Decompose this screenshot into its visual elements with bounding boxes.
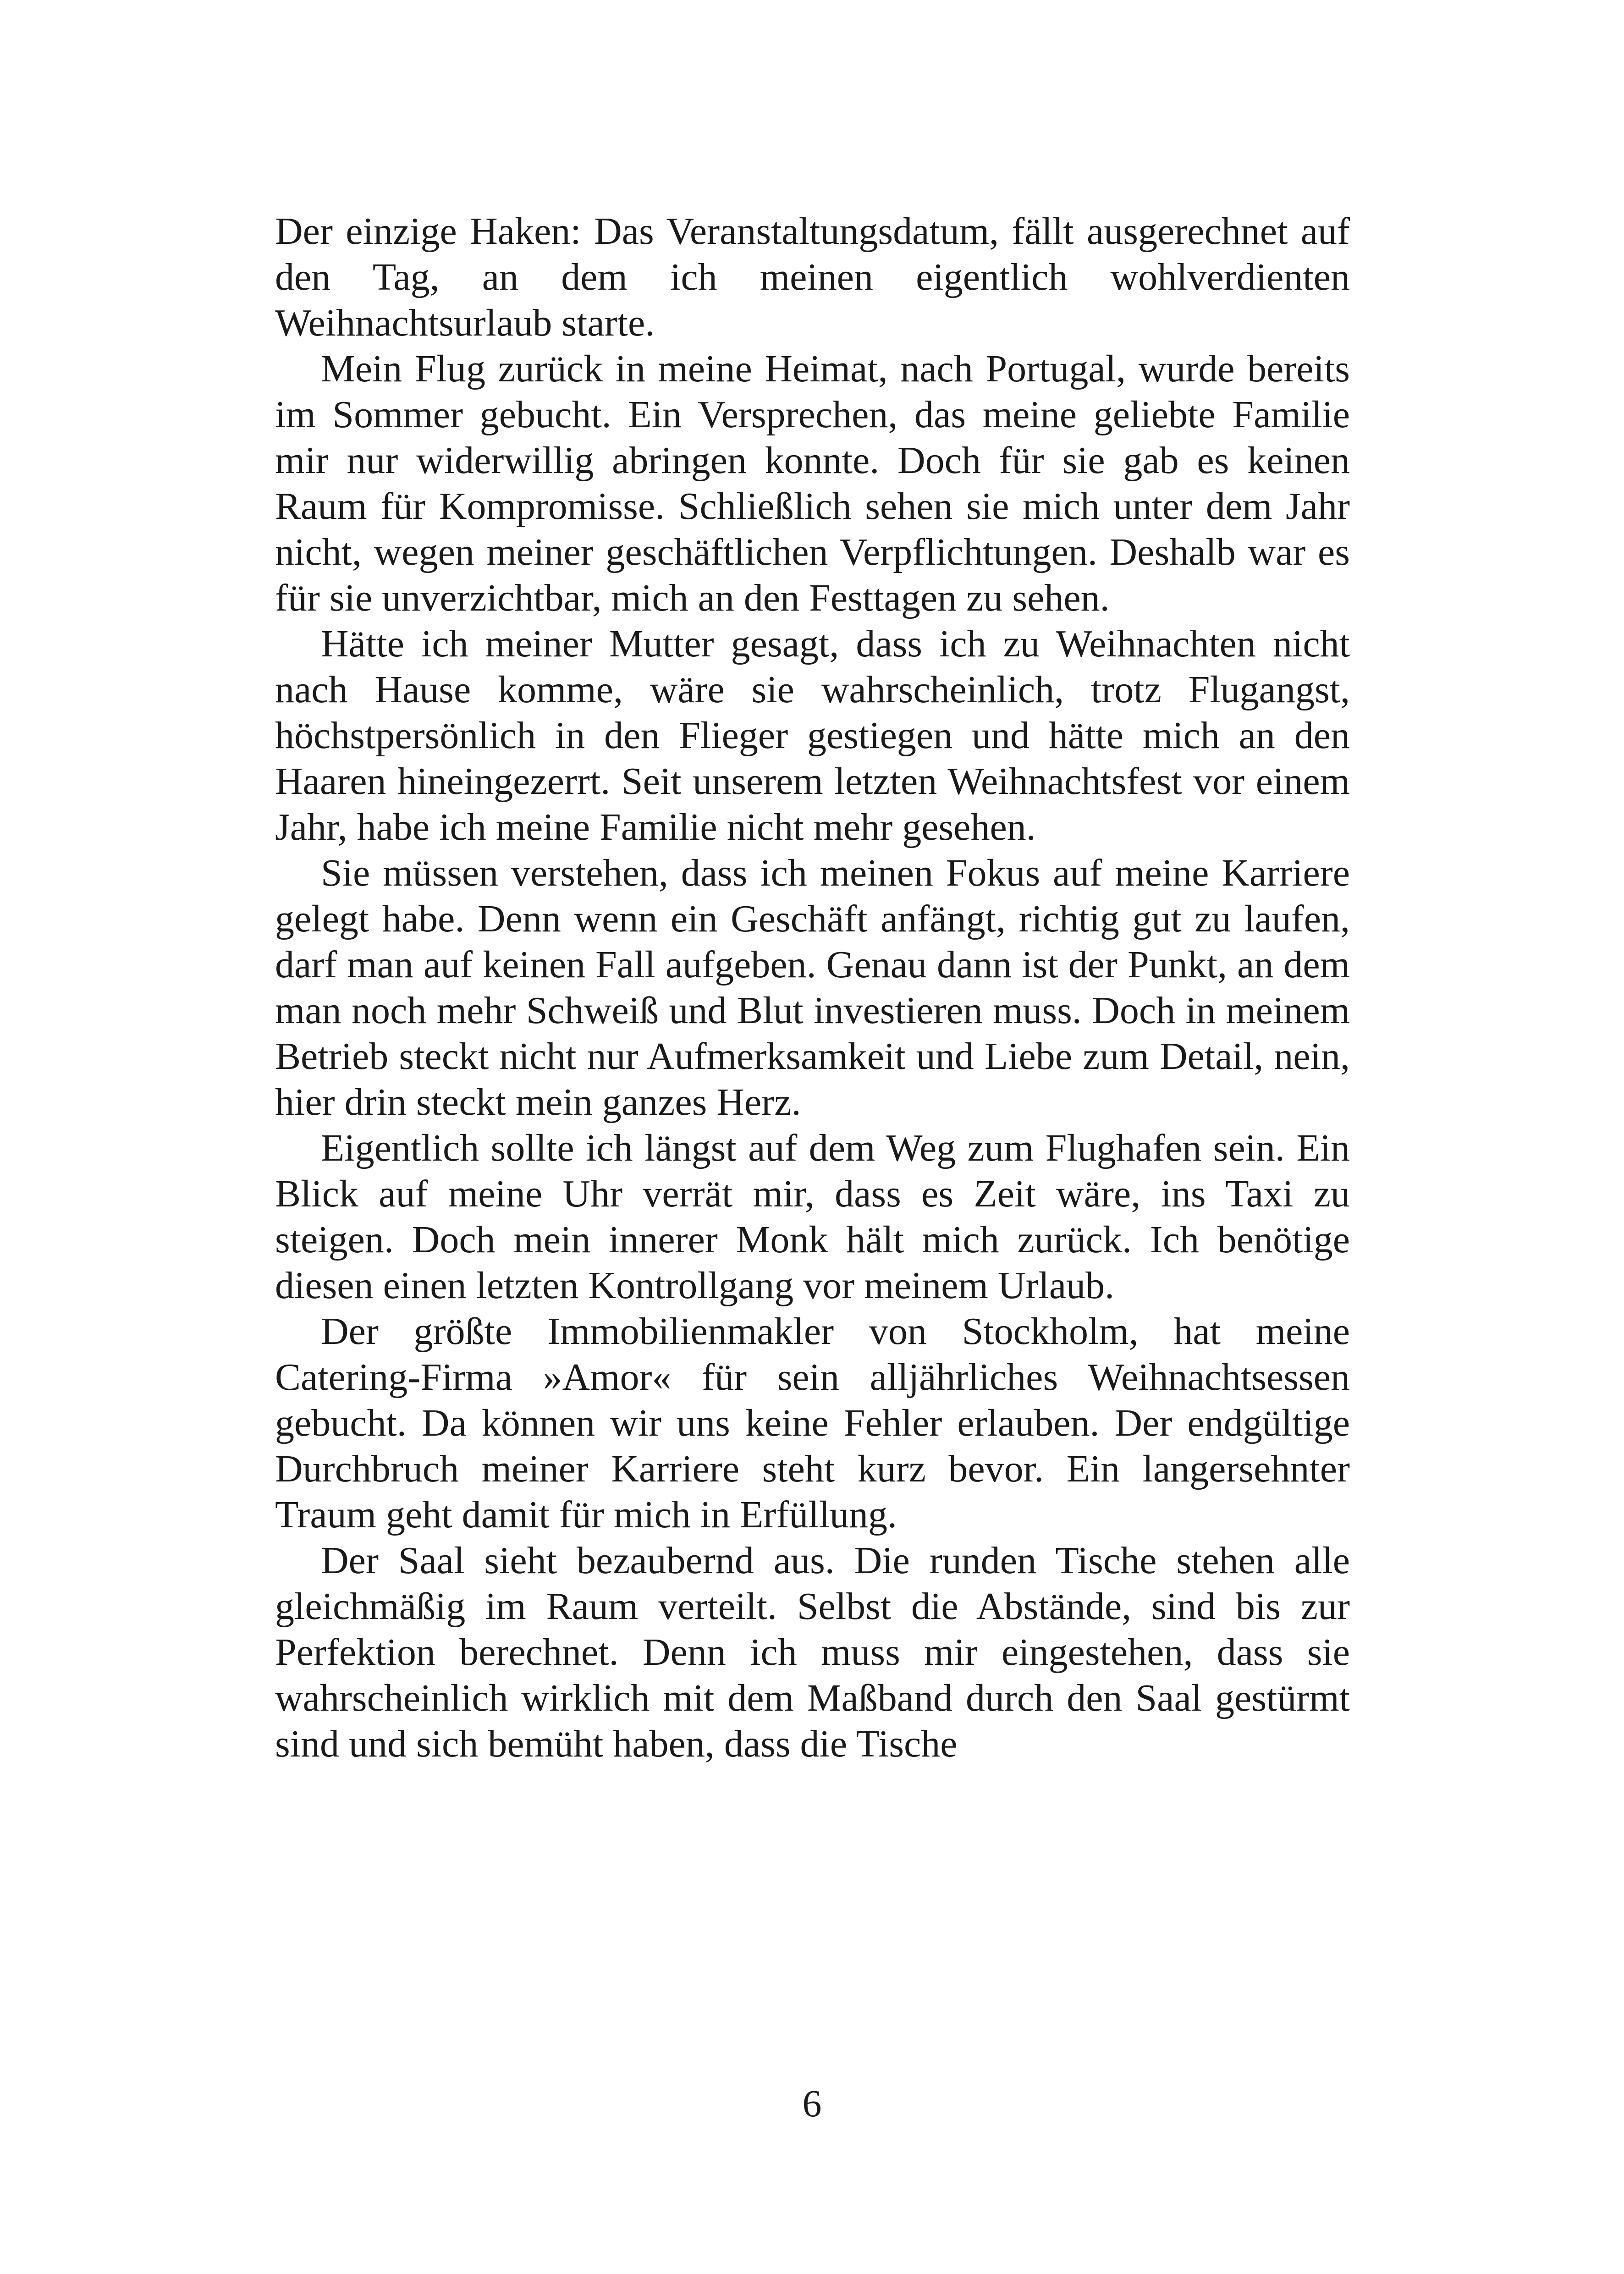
paragraph-1: Der einzige Haken: Das Veranstaltungsdatum, fällt ausgerechnet auf den Tag, an dem ich meinen eigentlich wohlverdienten Weihnachtsurlaub starte. [275,210,1350,344]
paragraph-3: Hätte ich meiner Mutter gesagt, dass ich zu Weihnachten nicht nach Hause komme, wäre sie wahrscheinlich, trotz Flugangst, höchstpersönlich in den Flieger gestiegen und hätte mich an den Haaren hineingezerrt. Seit unserem letzten Weihnachtsfest vor einem Jahr, habe ich meine Familie nicht mehr gesehen. [275,622,1350,848]
paragraph-4: Sie müssen verstehen, dass ich meinen Fokus auf meine Karriere gelegt habe. Denn wenn ein Geschäft anfängt, richtig gut zu laufen, darf man auf keinen Fall aufgeben. Genau dann ist der Punkt, an dem man noch mehr Schweiß und Blut investieren muss. Doch in meinem Betrieb steckt nicht nur Aufmerksamkeit und Liebe zum Detail, nein, hier drin steckt mein ganzes Herz. [275,852,1350,1123]
paragraph-7: Der Saal sieht bezaubernd aus. Die runden Tische stehen alle gleichmäßig im Raum verteilt. Selbst die Abstände, sind bis zur Perfektion berechnet. Denn ich muss mir eingestehen, dass sie wahrscheinlich wirklich mit dem Maßband durch den Saal gestürmt sind und sich bemüht haben, dass die Tische [275,1539,1350,1765]
paragraph-2: Mein Flug zurück in meine Heimat, nach Portugal, wurde bereits im Sommer gebucht. Ein Versprechen, das meine geliebte Familie mir nur widerwillig abringen konnte. Doch für sie gab es keinen Raum für Kompromisse. Schließlich sehen sie mich unter dem Jahr nicht, wegen meiner geschäftlichen Verpflichtungen. Deshalb war es für sie unverzichtbar, mich an den Festtagen zu sehen. [275,347,1350,619]
paragraph-6: Der größte Immobilienmakler von Stockholm, hat meine Catering-Firma »Amor« für sein alljährliches Weihnachtsessen gebucht. Da können wir uns keine Fehler erlauben. Der endgültige Durchbruch meiner Karriere steht kurz bevor. Ein langersehnter Traum geht damit für mich in Erfüllung. [275,1310,1350,1536]
paragraph-5: Eigentlich sollte ich längst auf dem Weg zum Flughafen sein. Ein Blick auf meine Uhr verrät mir, dass es Zeit wäre, ins Taxi zu steigen. Doch mein innerer Monk hält mich zurück. Ich benötige diesen einen letzten Kontrollgang vor meinem Urlaub. [275,1127,1350,1307]
page-number: 6 [802,2082,822,2125]
body-text [275,209,1350,1767]
